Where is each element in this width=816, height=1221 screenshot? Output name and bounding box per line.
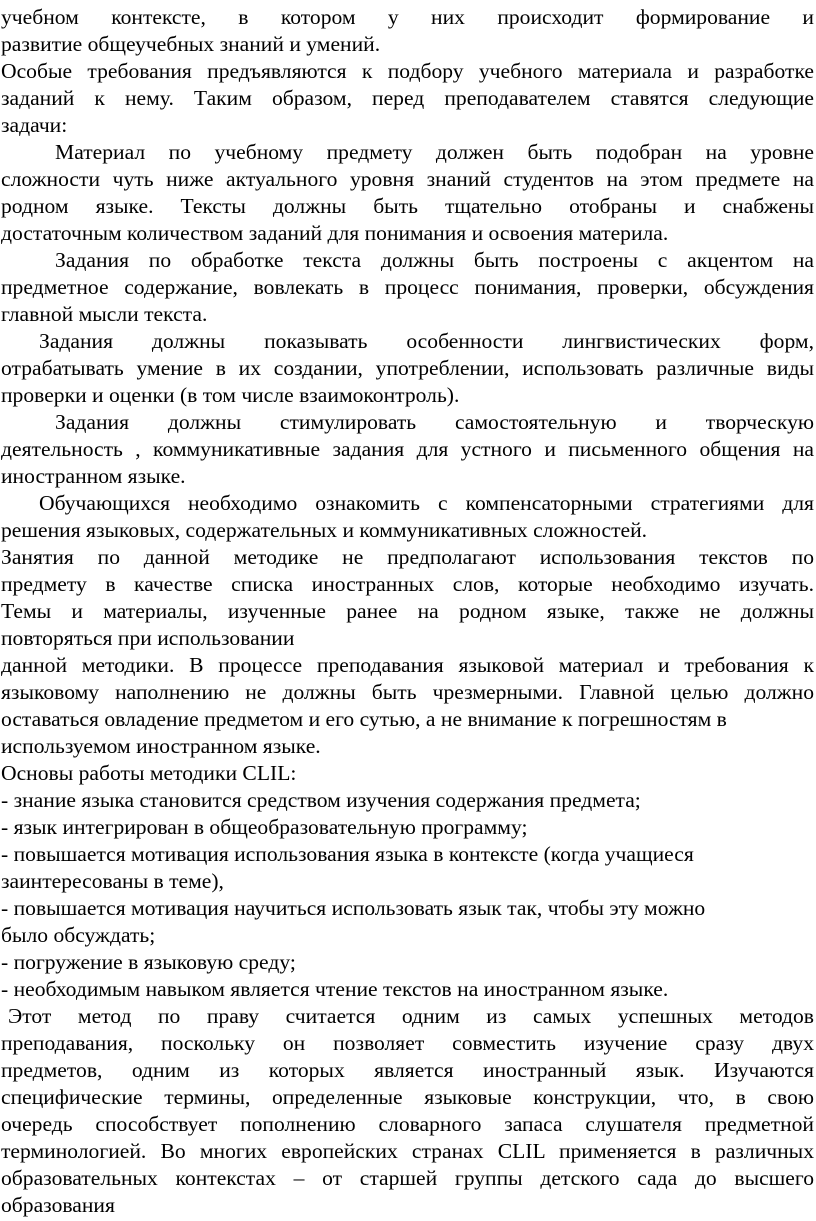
text-line: Задания должны показывать особенности лингвистических форм, [39, 329, 814, 353]
text-line: было обсуждать; [1, 923, 156, 947]
list-item: - повышается мотивация использования языка в контексте (когда учащиеся [1, 842, 694, 866]
text-line: Материал по учебному предмету должен быть подобран на уровне [55, 140, 814, 164]
text-line: развитие общеучебных знаний и умений. [1, 32, 381, 56]
text-line: проверки и оценки (в том числе взаимоконтроль). [1, 383, 460, 407]
text-line: предметов, одним из которых является иностранный язык. Изучаются [1, 1058, 814, 1082]
text-line: Основы работы методики CLIL: [1, 761, 297, 785]
text-line: учебном контексте, в котором у них происходит формирование и [1, 5, 814, 29]
text-line: решения языковых, содержательных и коммуникативных сложностей. [1, 518, 648, 542]
text-line: Задания по обработке текста должны быть построены с акцентом на [55, 248, 814, 272]
text-line: Этот метод по праву считается одним из самых успешных методов [8, 1004, 814, 1028]
text-line: образовательных контекстах – от старшей группы детского сада до высшего [1, 1166, 814, 1190]
text-line: очередь способствует пополнению словарного запаса слушателя предметной [1, 1112, 814, 1136]
text-line: заинтересованы в теме), [1, 869, 224, 893]
text-line: Темы и материалы, изученные ранее на родном языке, также не должны [1, 599, 814, 623]
text-line: предметное содержание, вовлекать в процесс понимания, проверки, обсуждения [1, 275, 814, 299]
text-line: специфические термины, определенные языковые конструкции, что, в свою [1, 1085, 814, 1109]
list-item: - знание языка становится средством изучения содержания предмета; [1, 788, 641, 812]
text-line: образования [1, 1193, 115, 1217]
text-line: сложности чуть ниже актуального уровня знаний студентов на этом предмете на [1, 167, 814, 191]
text-line: деятельность , коммуникативные задания для устного и письменного общения на [1, 437, 814, 461]
list-item: - повышается мотивация научиться использовать язык так, чтобы эту можно [1, 896, 706, 920]
text-line: оставаться овладение предметом и его сутью, а не внимание к погрешностям в [1, 707, 727, 731]
text-line: заданий к нему. Таким образом, перед преподавателем ставятся следующие [1, 86, 814, 110]
text-line: главной мысли текста. [1, 302, 208, 326]
text-line: преподавания, поскольку он позволяет совместить изучение сразу двух [1, 1031, 814, 1055]
text-line: повторяться при использовании [1, 626, 295, 650]
list-item: - погружение в языковую среду; [1, 950, 296, 974]
text-line: иностранном языке. [1, 464, 186, 488]
text-line: языковому наполнению не должны быть чрезмерными. Главной целью должно [1, 680, 814, 704]
text-line: Особые требования предъявляются к подбору учебного материала и разработке [1, 59, 814, 83]
text-line: используемом иностранном языке. [1, 734, 321, 758]
text-line: отрабатывать умение в их создании, употреблении, использовать различные виды [1, 356, 814, 380]
text-line: данной методики. В процессе преподавания языковой материал и требования к [1, 653, 814, 677]
text-line: предмету в качестве списка иностранных слов, которые необходимо изучать. [1, 572, 814, 596]
list-item: - необходимым навыком является чтение текстов на иностранном языке. [1, 977, 669, 1001]
text-line: терминологией. Во многих европейских странах CLIL применяется в различных [1, 1139, 814, 1163]
list-item: - язык интегрирован в общеобразовательную программу; [1, 815, 528, 839]
text-line: Задания должны стимулировать самостоятельную и творческую [55, 410, 814, 434]
text-line: Обучающихся необходимо ознакомить с компенсаторными стратегиями для [39, 491, 814, 515]
text-line: достаточным количеством заданий для понимания и освоения материла. [1, 221, 669, 245]
text-line: задачи: [1, 113, 68, 137]
text-line: родном языке. Тексты должны быть тщательно отобраны и снабжены [1, 194, 814, 218]
text-line: Занятия по данной методике не предполагают использования текстов по [1, 545, 814, 569]
